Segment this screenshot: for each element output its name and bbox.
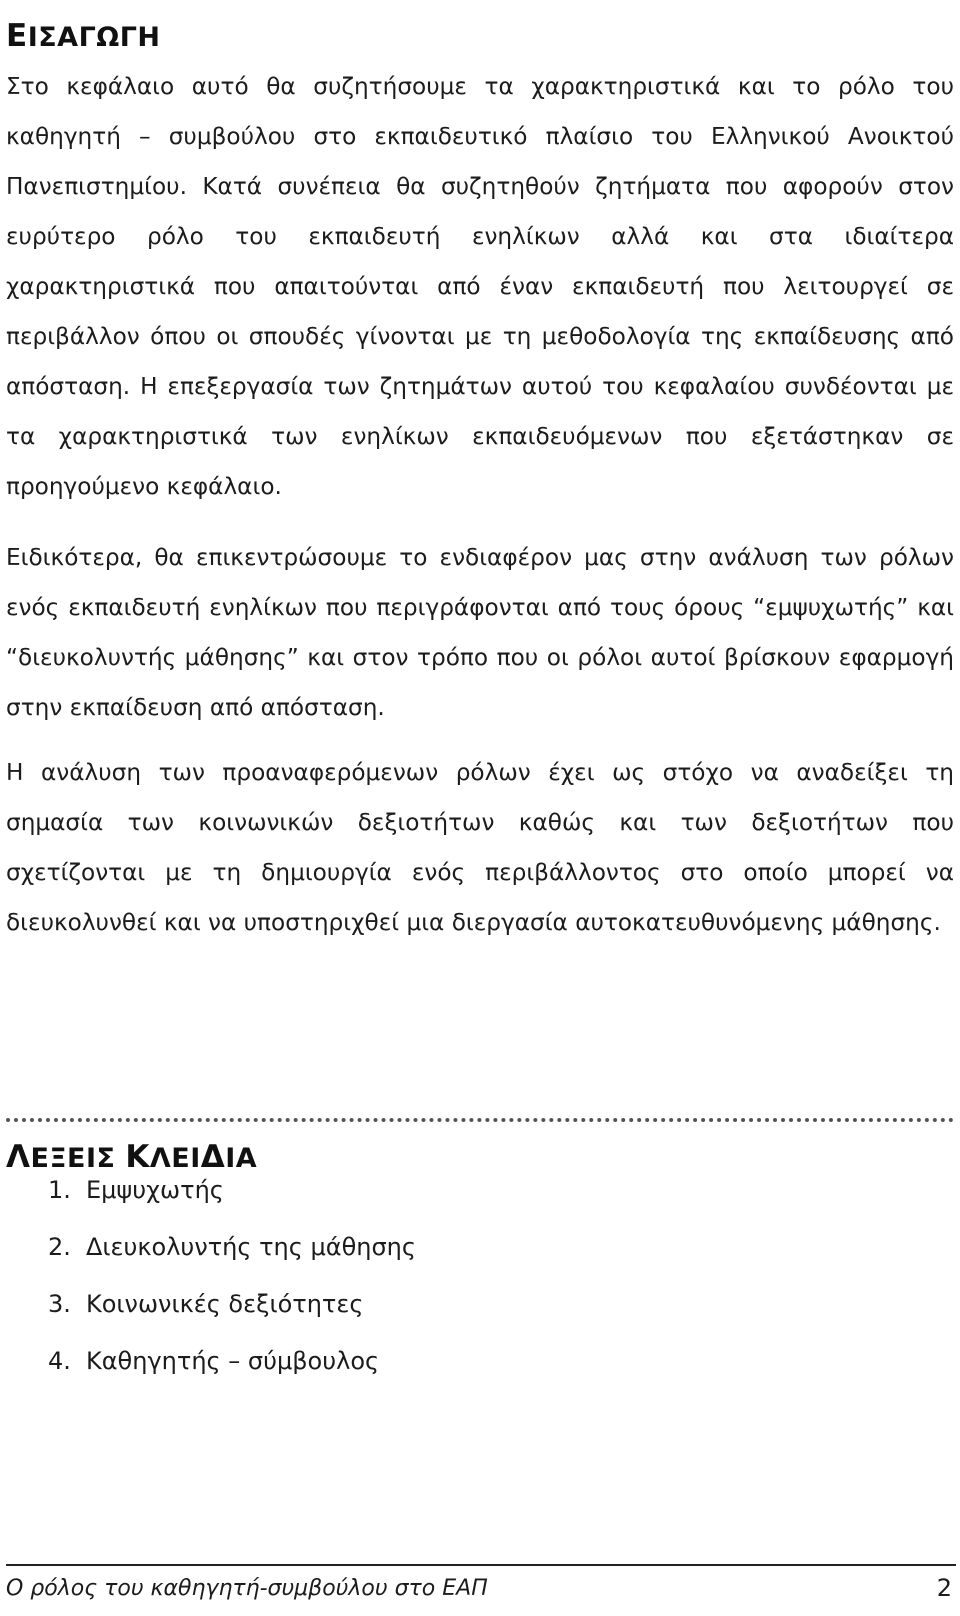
keyword-item — [48, 1233, 416, 1261]
heading-initial: Ε — [6, 18, 28, 54]
keyword-text: Καθηγητής – σύμβουλος — [86, 1347, 380, 1375]
intro-paragraph-2: Ειδικότερα, θα επικεντρώσουμε το ενδιαφέρον μας στην ανάλυση των ρόλων ενός εκπαιδευτή ενηλίκων που περιγράφονται από τους όρους “εμψυχωτής” και “διευκολυντής μάθησης” και στον τρόπο που οι ρόλοι αυτοί βρίσκουν εφαρμογή στην εκπαίδευση από απόσταση. — [6, 544, 954, 721]
heading-initial: Δ — [200, 1139, 226, 1175]
intro-paragraph-3: Η ανάλυση των προαναφερόμενων ρόλων έχει ως στόχο να αναδείξει τη σημασία των κοινωνικών δεξιοτήτων καθώς και των δεξιοτήτων που σχετίζονται με τη δημιουργία ενός περιβάλλοντος στο οποίο μπορεί να διευκολυνθεί και να υποστηριχθεί μια διεργασία αυτοκατευθυνόμενης μάθησης. — [6, 759, 954, 936]
keyword-item — [48, 1347, 379, 1375]
heading-part: ΛΕΙ — [149, 1143, 201, 1174]
keyword-number: 1. — [48, 1176, 71, 1204]
intro-paragraph-1: Στο κεφάλαιο αυτό θα συζητήσουμε τα χαρακτηριστικά και το ρόλο του καθηγητή – συμβούλου στο εκπαιδευτικό πλαίσιο του Ελληνικού Ανοικτού Πανεπιστημίου. Κατά συνέπεια θα συζητηθούν ζητήματα που αφορούν στον ευρύτερο ρόλο του εκπαιδευτή ενηλίκων αλλά και στα ιδιαίτερα χαρακτηριστικά που απαιτούνται από έναν εκπαιδευτή που λειτουργεί σε περιβάλλον όπου οι σπουδές γίνονται με τη μεθοδολογία της εκπαίδευσης από απόσταση. Η επεξεργασία των ζητημάτων αυτού του κεφαλαίου συνδέονται με τα χαρακτηριστικά των ενηλίκων εκπαιδευόμενων που εξετάστηκαν σε προηγούμενο κεφάλαιο. — [6, 73, 954, 500]
keyword-text: Κοινωνικές δεξιότητες — [86, 1290, 364, 1318]
keyword-item — [48, 1290, 363, 1318]
keyword-text: Εμψυχωτής — [86, 1176, 224, 1204]
keyword-number: 2. — [48, 1233, 71, 1261]
keyword-number: 3. — [48, 1290, 71, 1318]
heading-initial: Κ — [125, 1139, 150, 1175]
keyword-text: Διευκολυντής της μάθησης — [86, 1233, 416, 1261]
page-number: 2 — [936, 1574, 952, 1602]
footer-divider — [6, 1564, 956, 1566]
keyword-number: 4. — [48, 1347, 71, 1375]
heading-part: ΙΑ — [225, 1143, 258, 1174]
heading-rest: ΙΣΑΓΩΓΗ — [27, 22, 161, 53]
footer-title: Ο ρόλος του καθηγητή-συμβούλου στο ΕΑΠ — [6, 1576, 488, 1601]
section-heading-introduction — [6, 18, 161, 54]
section-heading-keywords — [6, 1139, 257, 1175]
dotted-divider — [6, 1118, 954, 1122]
keyword-item — [48, 1176, 224, 1204]
heading-initial: Λ — [6, 1139, 31, 1175]
heading-part: ΕΞΕΙΣ — [30, 1143, 126, 1174]
